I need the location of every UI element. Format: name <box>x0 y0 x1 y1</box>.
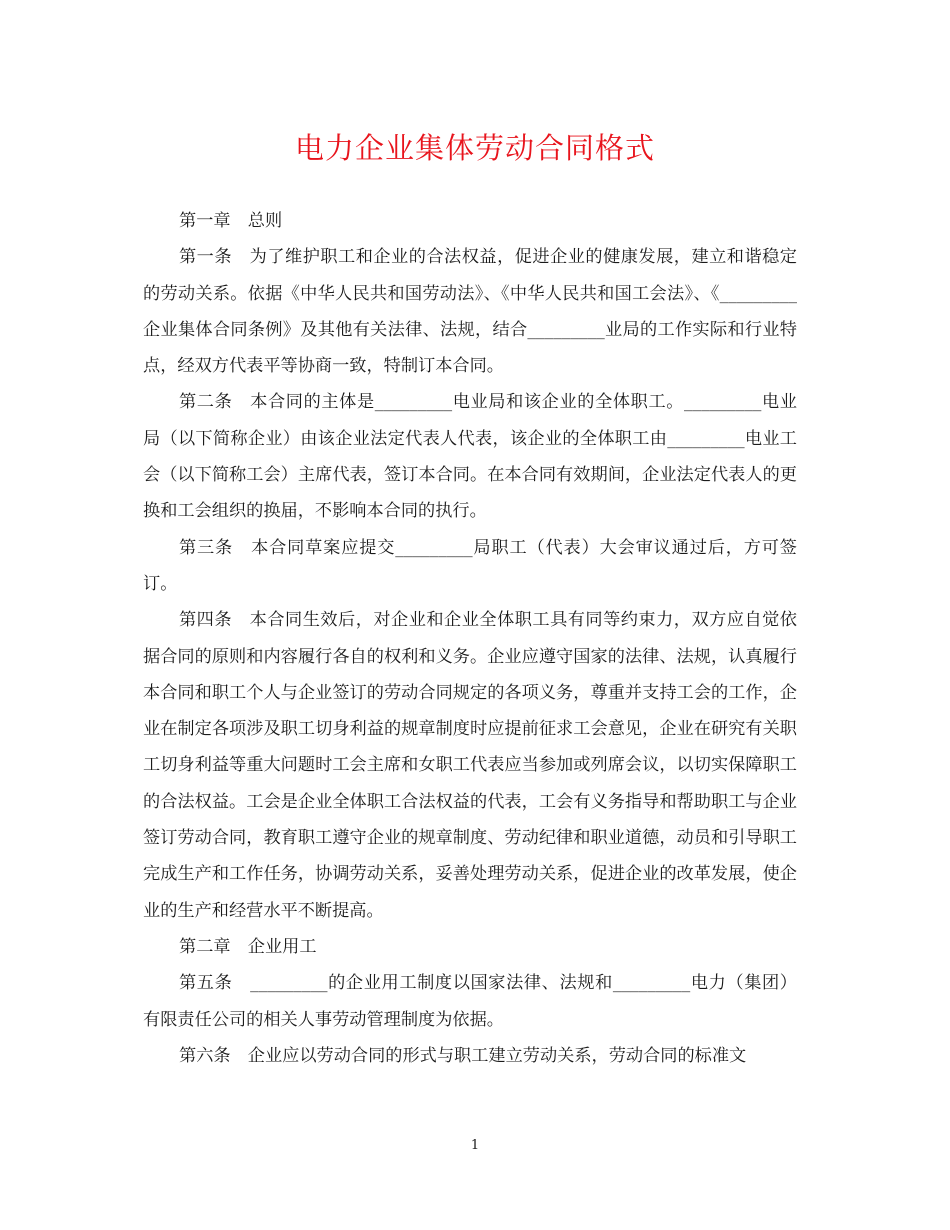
article-paragraph: 第三条 本合同草案应提交_________局职工（代表）大会审议通过后，方可签订。 <box>143 537 797 594</box>
article-paragraph: 第一条 为了维护职工和企业的合法权益，促进企业的健康发展，建立和谐稳定的劳动关系。依据《中华人民共和国劳动法》、《中华人民共和国工会法》、《_________企业集体合同条例》及其他有关法律、法规，结合_________业局的工作实际和行业特点，经双方代表平等协商一致，特制订本合同。 <box>143 247 797 377</box>
article-paragraph: 第四条 本合同生效后，对企业和企业全体职工具有同等约束力，双方应自觉依据合同的原则和内容履行各自的权利和义务。企业应遵守国家的法律、法规，认真履行本合同和职工个人与企业签订的劳动合同规定的各项义务，尊重并支持工会的工作，企业在制定各项涉及职工切身利益的规章制度时应提前征求工会意见，企业在研究有关职工切身利益等重大问题时工会主席和女职工代表应当参加或列席会议，以切实保障职工的合法权益。工会是企业全体职工合法权益的代表，工会有义务指导和帮助职工与企业签订劳动合同，教育职工遵守企业的规章制度、劳动纪律和职业道德，动员和引导职工完成生产和工作任务，协调劳动关系，妥善处理劳动关系，促进企业的改革发展，使企业的生产和经营水平不断提高。 <box>143 610 797 921</box>
document-body <box>143 203 797 1074</box>
article-paragraph: 第五条 _________的企业用工制度以国家法律、法规和_________电力（集团）有限责任公司的相关人事劳动管理制度为依据。 <box>143 973 797 1030</box>
document-title: 电力企业集体劳动合同格式 <box>294 131 655 165</box>
chapter-heading: 第二章 企业用工 <box>179 936 317 957</box>
chapter-heading: 第一章 总则 <box>179 211 283 231</box>
page-number: 1 <box>470 1138 480 1153</box>
article-paragraph: 第二条 本合同的主体是_________电业局和该企业的全体职工。_________电业局（以下简称企业）由该企业法定代表人代表，该企业的全体职工由_________电业工会（以下简称工会）主席代表，签订本合同。在本合同有效期间，企业法定代表人的更换和工会组织的换届，不影响本合同的执行。 <box>143 392 797 522</box>
article-paragraph: 第六条 企业应以劳动合同的形式与职工建立劳动关系，劳动合同的标准文 <box>179 1045 747 1066</box>
